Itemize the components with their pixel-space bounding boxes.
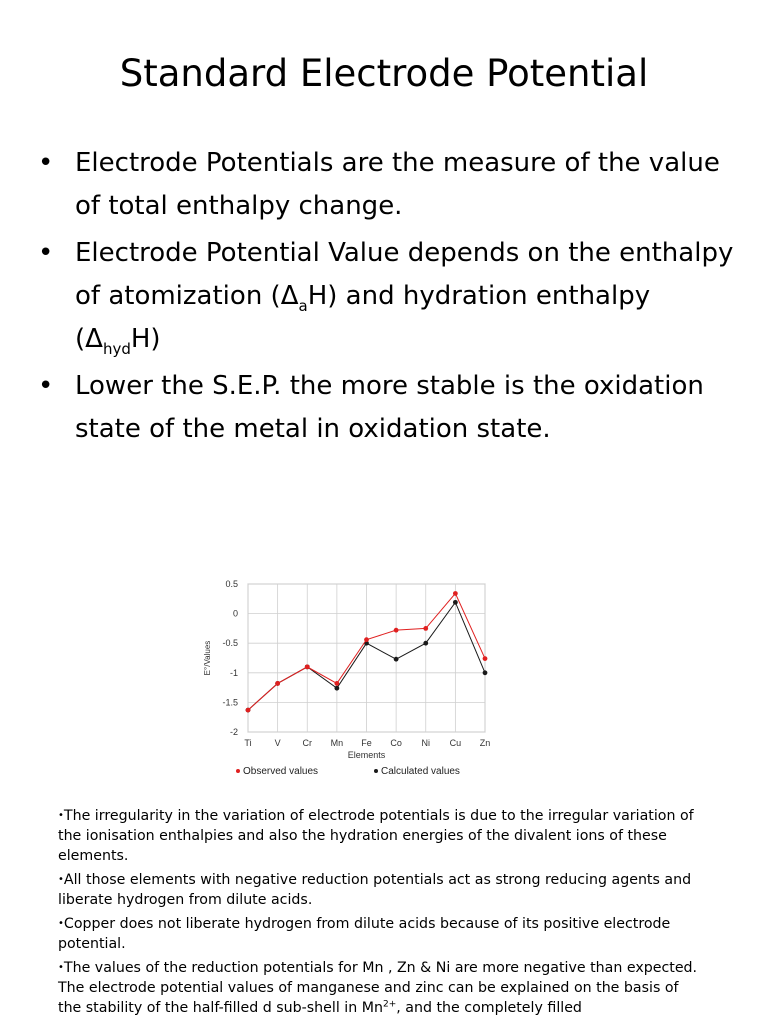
bullet-item (38, 142, 738, 228)
data-point (364, 637, 369, 642)
data-point (483, 670, 488, 675)
data-point (423, 626, 428, 631)
data-point (483, 656, 488, 661)
x-tick-label: Mn (330, 738, 344, 748)
x-tick-label: V (274, 738, 281, 748)
x-tick-label: Co (390, 738, 402, 748)
data-point (334, 686, 339, 691)
bullet-text: Lower the S.E.P. the more stable is the oxidation state of the metal in oxidation state. (75, 371, 704, 444)
bullet-marker: • (38, 371, 54, 401)
chart-svg (198, 574, 494, 786)
y-tick-label: -2 (229, 727, 238, 737)
legend-label: Observed values (243, 766, 319, 777)
note-item: •All those elements with negative reduction potentials act as strong reducing agents and liberate hydrogen from dilute acids. (58, 872, 692, 908)
legend-marker (374, 769, 378, 773)
bullet-list (38, 142, 738, 455)
electrode-potential-chart (198, 574, 494, 786)
x-tick-label: Ti (244, 738, 252, 748)
data-point (394, 657, 399, 662)
bullet-item (38, 365, 738, 451)
legend-marker (236, 769, 240, 773)
note-item: •The irregularity in the variation of electrode potentials is due to the irregular variation of the ionisation enthalpies and also the hydration energies of the divalent ions of these elements. (58, 808, 694, 864)
data-point (334, 681, 339, 686)
x-tick-label: Fe (361, 738, 372, 748)
note-item: •Copper does not liberate hydrogen from dilute acids because of its positive electrode potential. (58, 916, 671, 952)
bullet-marker: • (38, 238, 54, 268)
data-point (453, 591, 458, 596)
x-tick-label: Cr (302, 738, 312, 748)
y-tick-label: 0.5 (225, 579, 238, 589)
y-tick-label: -1.5 (222, 697, 238, 708)
bullet-text: Electrode Potentials are the measure of the value of total enthalpy change. (75, 148, 720, 221)
x-axis-label: Elements (347, 750, 386, 760)
y-axis-label: E°/Values (203, 640, 212, 676)
y-tick-label: -0.5 (222, 638, 238, 649)
legend-label: Calculated values (381, 766, 460, 777)
bullet-item (38, 232, 738, 361)
data-point (423, 641, 428, 646)
data-point (453, 600, 458, 605)
bullet-text: Electrode Potential Value depends on the enthalpy of atomization $(\Delta_aH)$ and hydration enthalpy $(\Delta_{hyd}H)$ (75, 238, 734, 358)
bullet-marker: • (38, 148, 54, 178)
data-point (305, 664, 310, 669)
y-tick-label: -1 (229, 667, 238, 678)
data-point (246, 708, 251, 713)
notes-section (58, 806, 698, 1022)
slide-title: Standard Electrode Potential (119, 52, 649, 95)
data-point (275, 681, 280, 686)
x-tick-label: Zn (479, 738, 491, 748)
data-point (394, 628, 399, 633)
note-item: •The values of the reduction potentials for Mn , Zn & Ni are more negative than expected. The electrode potential values of manganese and zinc can be explained on the basis of the stability of the half-filled d sub-shell in $Mn^{2+}$, and the completely filled (58, 960, 698, 1016)
y-tick-label: 0 (232, 608, 238, 619)
x-tick-label: Cu (449, 738, 462, 748)
x-tick-label: Ni (421, 738, 430, 748)
